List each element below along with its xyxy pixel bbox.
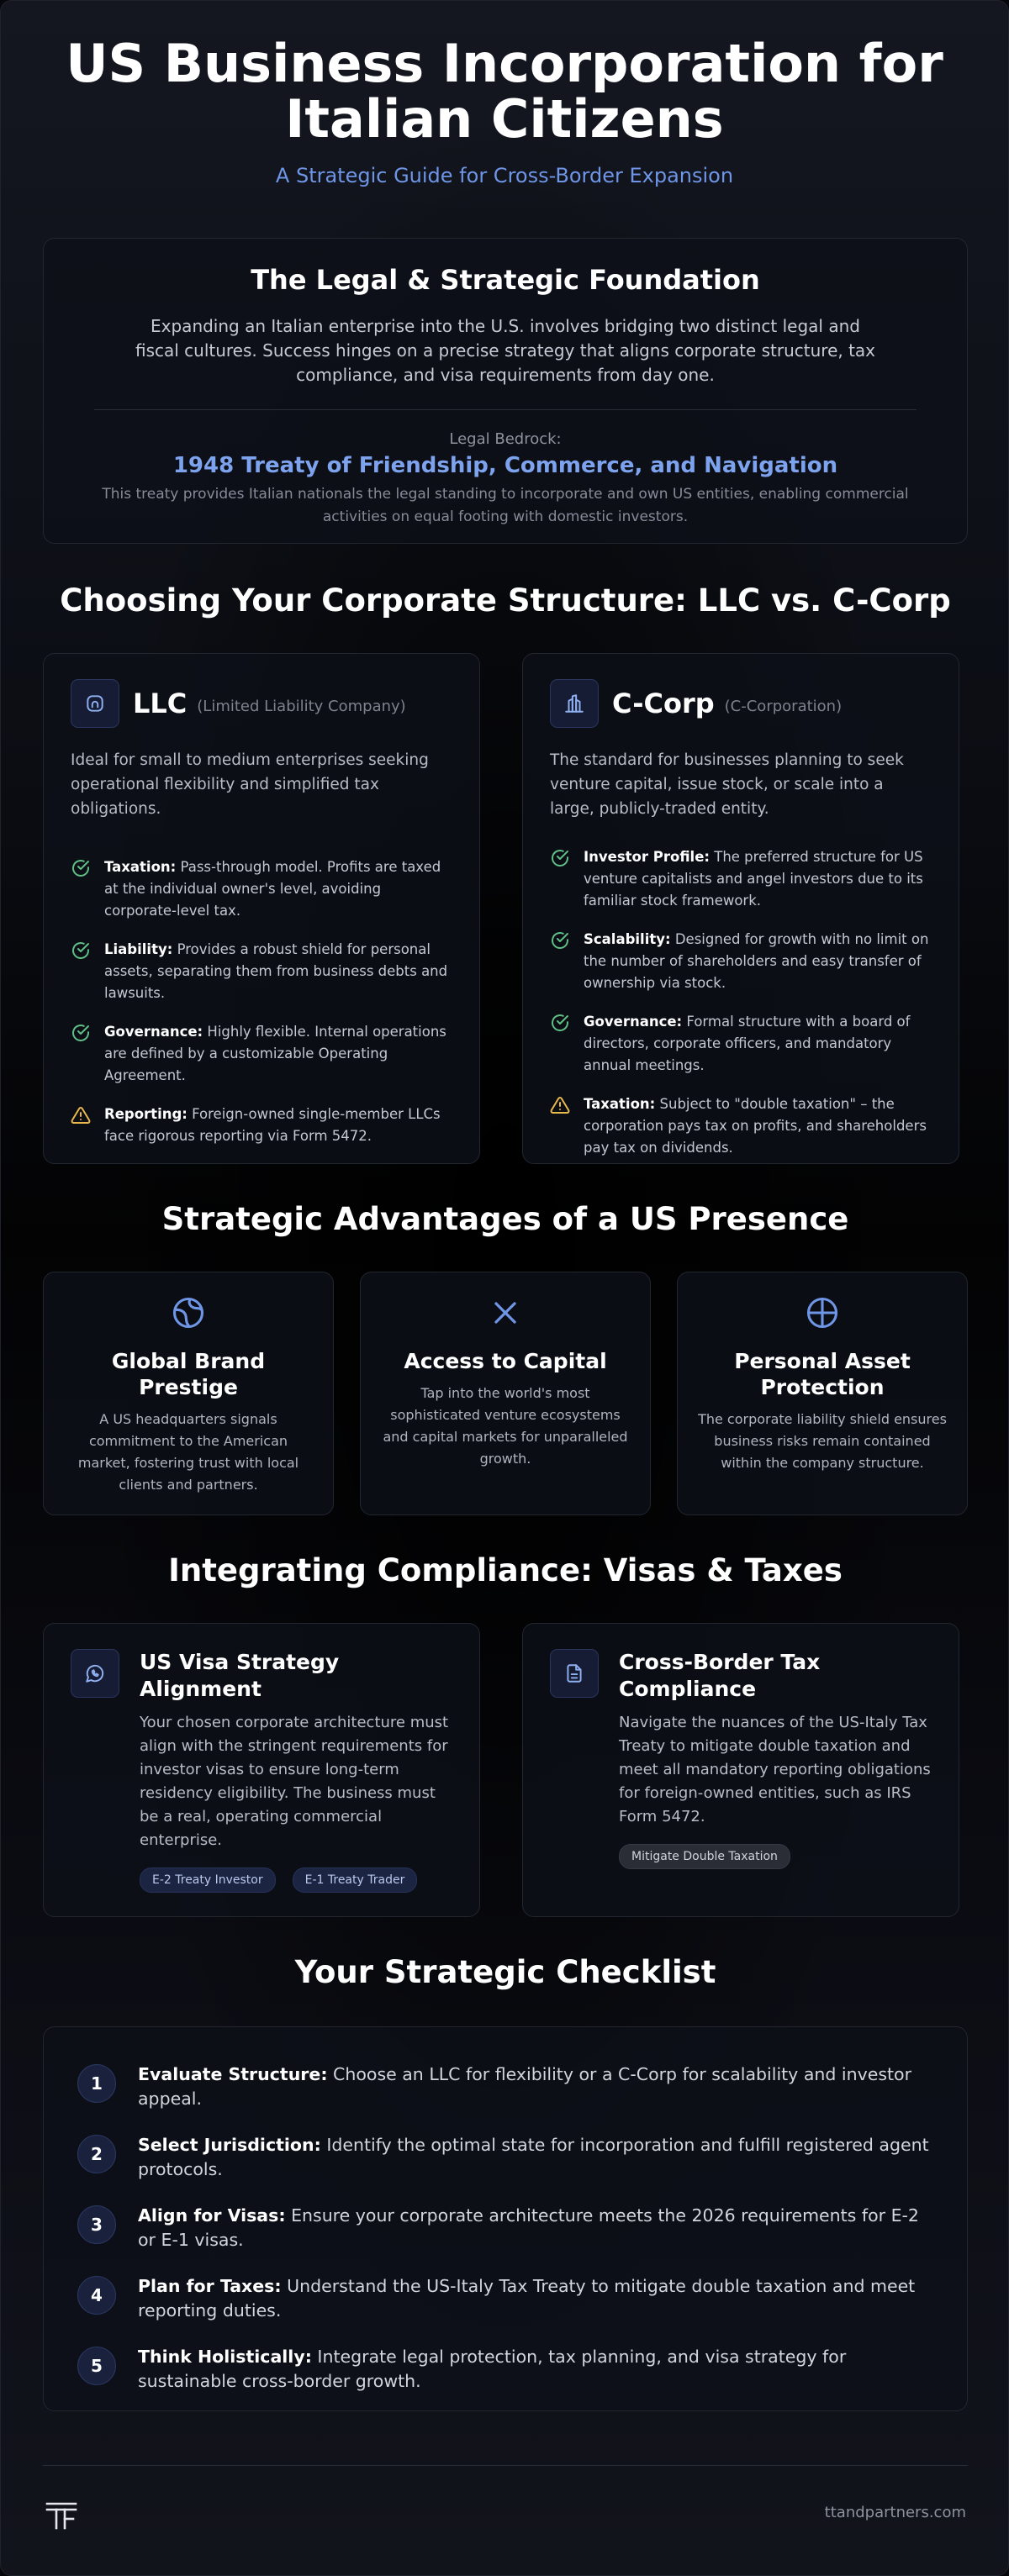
- step-text: Integrate legal protection, tax planning, and visa strategy for sustainable cross-border growth.: [138, 2347, 847, 2391]
- llc-full-name: (Limited Liability Company): [197, 697, 406, 715]
- item-label: Reporting:: [104, 1106, 188, 1122]
- check-circle-icon: [71, 1023, 91, 1043]
- list-item: [550, 1011, 932, 1077]
- checklist-step: [77, 2345, 933, 2394]
- tax-card: [522, 1623, 959, 1917]
- item-text: Pass-through model. Profits are taxed at the individual owner's level, avoiding corporate-level tax.: [104, 859, 441, 919]
- ccorp-feature-list: [550, 846, 932, 1159]
- item-label: Investor Profile:: [584, 849, 710, 865]
- building-icon: [550, 679, 599, 728]
- advantage-title: Personal Asset Protection: [734, 1349, 911, 1399]
- advantage-text: Tap into the world's most sophisticated venture ecosystems and capital markets for unparalleled growth.: [383, 1385, 628, 1467]
- advantages-title: Strategic Advantages of a US Presence: [161, 1201, 849, 1237]
- compliance-title: Integrating Compliance: Visas & Taxes: [168, 1552, 843, 1588]
- treaty-name: 1948 Treaty of Friendship, Commerce, and Navigation: [172, 453, 838, 478]
- item-text: Foreign-owned single-member LLCs face rigorous reporting via Form 5472.: [104, 1106, 441, 1144]
- warning-icon: [71, 1105, 91, 1125]
- visa-title: US Visa Strategy Alignment: [140, 1650, 340, 1701]
- checklist-step: [77, 2204, 933, 2252]
- footer-site-link[interactable]: ttandpartners.com: [824, 2504, 966, 2521]
- check-circle-icon: [71, 940, 91, 961]
- step-text: Understand the US-Italy Tax Treaty to mitigate double taxation and meet reporting duties.: [138, 2276, 916, 2321]
- lock-icon: [71, 679, 119, 728]
- item-text: Provides a robust shield for personal assets, separating them from business debts and lawsuits.: [104, 941, 448, 1001]
- checklist-step: [77, 2274, 933, 2323]
- advantage-text: A US headquarters signals commitment to the American market, fostering trust with local clients and partners.: [77, 1411, 299, 1493]
- list-item: [71, 939, 452, 1004]
- foundation-card: [43, 238, 968, 544]
- advantage-title: Access to Capital: [404, 1349, 607, 1373]
- visa-tags: [140, 1867, 452, 1893]
- visa-card: [43, 1623, 480, 1917]
- item-text: The preferred structure for US venture capitalists and angel investors due to its familiar stock framework.: [584, 849, 923, 909]
- globe-icon: [170, 1294, 207, 1331]
- checklist-step: [77, 2133, 933, 2182]
- passport-icon: [71, 1649, 119, 1698]
- step-text: Identify the optimal state for incorporation and fulfill registered agent protocols.: [138, 2135, 929, 2179]
- list-item: [550, 846, 932, 912]
- visa-text: Your chosen corporate architecture must align with the stringent requirements for investor visas to ensure long-term residency eligibility. The business must be a real, operating commercial enterprise.: [140, 1714, 449, 1849]
- advantage-card-brand: [43, 1272, 334, 1515]
- item-label: Taxation:: [584, 1096, 656, 1112]
- step-label: Select Jurisdiction:: [138, 2135, 321, 2155]
- item-text: Designed for growth with no limit on the number of shareholders and easy transfer of ownership via stock.: [584, 931, 929, 991]
- item-text: Subject to "double taxation" – the corporation pays tax on profits, and shareholders pay tax on dividends.: [584, 1096, 927, 1156]
- ccorp-name: C-Corp: [612, 687, 715, 719]
- legal-bedrock-label: Legal Bedrock:: [449, 430, 562, 448]
- cross-icon: [487, 1294, 524, 1331]
- shield-circle-icon: [804, 1294, 841, 1331]
- tag-double-taxation: Mitigate Double Taxation: [619, 1844, 790, 1869]
- check-circle-icon: [550, 1013, 570, 1033]
- step-label: Plan for Taxes:: [138, 2276, 282, 2296]
- item-label: Governance:: [584, 1014, 683, 1030]
- step-number: 5: [77, 2347, 116, 2385]
- footer-divider: [43, 2465, 968, 2466]
- llc-feature-list: [71, 856, 452, 1147]
- document-icon: [550, 1649, 599, 1698]
- checklist-card: [43, 2026, 968, 2411]
- llc-card: [43, 653, 480, 1164]
- page-title: US Business Incorporation for Italian Citizens: [66, 33, 943, 150]
- tax-title: Cross-Border Tax Compliance: [619, 1650, 821, 1701]
- step-number: 1: [77, 2064, 116, 2103]
- step-text: Ensure your corporate architecture meets the 2026 requirements for E-2 or E-1 visas.: [138, 2205, 919, 2250]
- advantage-card-protection: [677, 1272, 968, 1515]
- list-item: [71, 856, 452, 922]
- check-circle-icon: [71, 858, 91, 878]
- list-item: [550, 1093, 932, 1159]
- list-item: [550, 929, 932, 994]
- foundation-title: The Legal & Strategic Foundation: [251, 264, 760, 296]
- item-label: Governance:: [104, 1024, 203, 1040]
- item-label: Taxation:: [104, 859, 177, 875]
- llc-header: [71, 679, 452, 728]
- step-number: 4: [77, 2276, 116, 2315]
- hero: [1, 1, 1008, 187]
- step-text: Choose an LLC for flexibility or a C-Corp for scalability and investor appeal.: [138, 2064, 912, 2109]
- list-item: [71, 1021, 452, 1087]
- advantage-card-capital: [360, 1272, 651, 1515]
- ccorp-card: [522, 653, 959, 1164]
- tag-e1: E-1 Treaty Trader: [293, 1867, 418, 1893]
- step-label: Think Holistically:: [138, 2347, 312, 2367]
- tag-e2: E-2 Treaty Investor: [140, 1867, 276, 1893]
- advantage-text: The corporate liability shield ensures business risks remain contained within the company structure.: [698, 1411, 947, 1471]
- check-circle-icon: [550, 848, 570, 868]
- warning-icon: [550, 1095, 570, 1115]
- llc-name: LLC: [133, 687, 188, 719]
- checklist-title: Your Strategic Checklist: [294, 1954, 716, 1990]
- checklist-step: [77, 2062, 933, 2111]
- step-number: 2: [77, 2135, 116, 2173]
- tax-text: Navigate the nuances of the US-Italy Tax Treaty to mitigate double taxation and meet all mandatory reporting obligations for foreign-owned entities, such as IRS Form 5472.: [619, 1714, 931, 1825]
- advantage-title: Global Brand Prestige: [111, 1349, 266, 1399]
- ccorp-header: [550, 679, 932, 728]
- step-number: 3: [77, 2205, 116, 2244]
- ccorp-full-name: (C-Corporation): [724, 697, 843, 715]
- step-label: Evaluate Structure:: [138, 2064, 328, 2084]
- treaty-description: This treaty provides Italian nationals the legal standing to incorporate and own US entities, enabling commercial activities on equal footing with domestic investors.: [102, 486, 909, 525]
- page-subtitle: A Strategic Guide for Cross-Border Expansion: [275, 164, 734, 187]
- item-text: Formal structure with a board of directors, corporate officers, and mandatory annual meetings.: [584, 1014, 911, 1073]
- foundation-lead: Expanding an Italian enterprise into the U.S. involves bridging two distinct legal and fiscal cultures. Success hinges on a precise strategy that aligns corporate structure, tax compliance, and visa requirements from day one.: [135, 316, 876, 385]
- ccorp-description: The standard for businesses planning to seek venture capital, issue stock, or scale into a large, publicly-traded entity.: [550, 751, 904, 818]
- item-label: Liability:: [104, 941, 173, 957]
- llc-description: Ideal for small to medium enterprises seeking operational flexibility and simplified tax obligations.: [71, 751, 429, 818]
- step-label: Align for Visas:: [138, 2205, 286, 2226]
- tax-tags: [619, 1844, 932, 1869]
- item-label: Scalability:: [584, 931, 671, 947]
- structures-title: Choosing Your Corporate Structure: LLC vs. C-Corp: [60, 582, 951, 619]
- list-item: [71, 1104, 452, 1147]
- item-text: Highly flexible. Internal operations are defined by a customizable Operating Agreement.: [104, 1024, 446, 1083]
- tt-logo-icon[interactable]: [45, 2499, 78, 2532]
- divider: [94, 409, 917, 410]
- check-circle-icon: [550, 930, 570, 951]
